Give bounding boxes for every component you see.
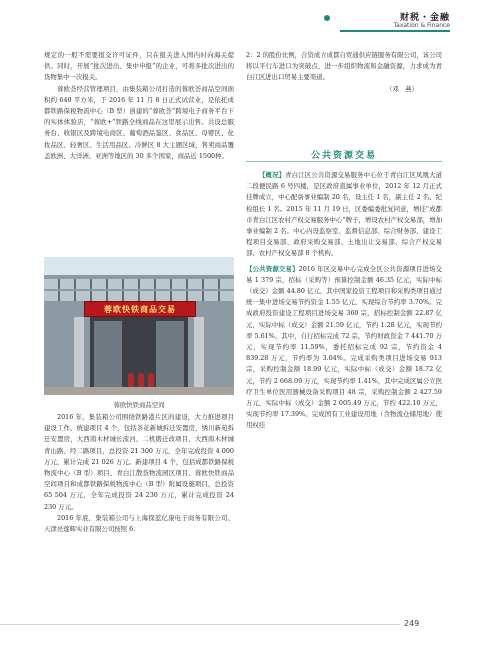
section-title: 公共资源交易 — [310, 151, 377, 161]
left-paragraph-4: 2016 年底，集装箱公司与上海探蓝亿康电子商务有限公司、天津亮莲辉实业有限公司按照 6： — [44, 513, 234, 534]
transaction-paragraph — [246, 264, 442, 432]
footer-rule — [0, 624, 400, 625]
overview-paragraph — [246, 170, 442, 260]
header-subtitle: Taxation & Finance — [393, 22, 450, 29]
right-column-top — [246, 50, 442, 95]
store-signboard — [84, 301, 196, 317]
section-divider — [246, 161, 442, 162]
page-header — [0, 0, 480, 40]
header-title: 财税・金融 — [399, 13, 450, 23]
transaction-tag: 【公共资源交易】 — [246, 264, 299, 273]
overview-text: 青白江区公共资源交易服务中心位于青白江区凤凰大道二段便民路 6 号四楼，是区政府直属事业单位，2012 年 12 月正式挂牌成立，中心配备事业编制 20 名，设主任 1 名，副主任 2 名、纪检组长 1 名。2015 年 11 月 19 日，区委编委批复同意，增挂“成都市青白江区农村产权交易服务中心”牌子，增设农村产权交易部，增加事业编制 2 名。中心内设监察室、监督信息部、综合财务部、建设工程项目交易部、政府采购交易部、土地出让交易部、综合产权交易部、农村产权交易部 8 个机构。 — [246, 171, 443, 258]
author-signoff: （邓 燕） — [386, 84, 418, 93]
left-paragraph-1: 规定的一般不需要报交许可证件，只在报关进入国内时向海关提供。同时，开展“批次进出、集中申报”的企业，可将多批次进出的货物集中一次报关。 — [44, 51, 234, 82]
left-column-lower — [44, 412, 234, 535]
overview-tag: 【概况】 — [259, 171, 286, 179]
store-photo — [44, 257, 234, 395]
store-sign-text: 蓉欧快铁商品交易 — [104, 305, 176, 314]
right-column-body — [246, 170, 442, 432]
left-column — [44, 50, 234, 162]
transaction-text: 2016 年区交易中心完成全区公共资源项目进场交易 1 379 宗，招标（采购等）预算控制金额 46.35 亿元，实际中标（成交）金额 44.80 亿元，其中国家投资工程项目和采购类项目通过统一集中进场交易节约资金 1.55 亿元，实现综合节约率 3.70%。完成政府投资建设工程项目进场交易 360 宗，招标控制金额 22.87 亿元，实际中标（成交）金额 21.59 亿元，节约 1.28 亿元，实现节约率 5.61%，其中，自行招标完成 72 宗，节约财政资金 7 441.70 万元，实现节约率 11.59%，委托招标完成 92 宗，节约资金 4 839.28 万元，节约率为 3.04%。完成采购类项目进场交易 913 宗，采购控制金额 18.99 亿元，实际中标（成交）金额 18.72 亿元，节约 2 668.09 万元，实现节约率 1.41%，其中完成区属公立医疗卫生单位医用器械设备采购项目 48 宗，采购控制金额 2 427.59 万元，实际中标（成交）金额 2 005.49 万元，节约 422.10 万元，实现节约率 17.39%。完成国有工业建设用地（含物流仓储用地）使用权挂 — [246, 264, 443, 430]
page-number: 249 — [404, 619, 420, 628]
right-paragraph-1: 2：2 的股份比例，合资成立成都自贸通供应链服务有限公司，该公司将以平行车进口为突破点，进一步组织物流和金融资源，力求成为青白江区进出口贸易主要渠道。 — [246, 51, 442, 82]
photo-caption: 蓉欧快铁商品空间 — [113, 401, 165, 409]
header-dot-icon — [324, 15, 330, 21]
left-paragraph-3: 2016 年，集装箱公司围绕铁路港片区的建设，大力推进项目建设工作。统建项目 4 个，包括茶花新城拆迁安置房，绣川新苑拆迁安置房，大西南木材城长流河、二机锻迁改项目，大西南木材城青山路、经二路项目，总投资 21 300 万元，全年完成投资 4 000 万元，累计完成 21 026 万元。新建项目 4 个，包括成都铁路保税物流中心（B 型）项目、青白江散货物流园区项目、蓉欧快铁商品空间项目和成都铁路保税物流中心（B 型）附属设施项目，总投资 65 504 万元，全年完成投资 24 230 万元，累计完成投资 24 230 万元。 — [44, 413, 234, 511]
left-paragraph-2: 蓉欧荟经营管理项目，由集装箱公司打造的蓉欧荟商品空间面积约 640 平方米，于 2016 年 11 月 8 日正式试营业，是依托成都铁路保税物流中心（B 型）创建的“蓉欧荟”跨境电子商务平台下的实体体验店，“蓉欧+”铁路全线商品在这里展示出售。共设总服务台、收银区及跨境电商区、葡萄酒品鉴区、食品区、母婴区、化妆品区、轻奢区、生活用品区、冷鲜区 8 大主题区域，售卖商品覆盖欧洲、大洋洲、亚洲等地区的 30 多个国家，商品近 1500种。 — [44, 84, 234, 160]
